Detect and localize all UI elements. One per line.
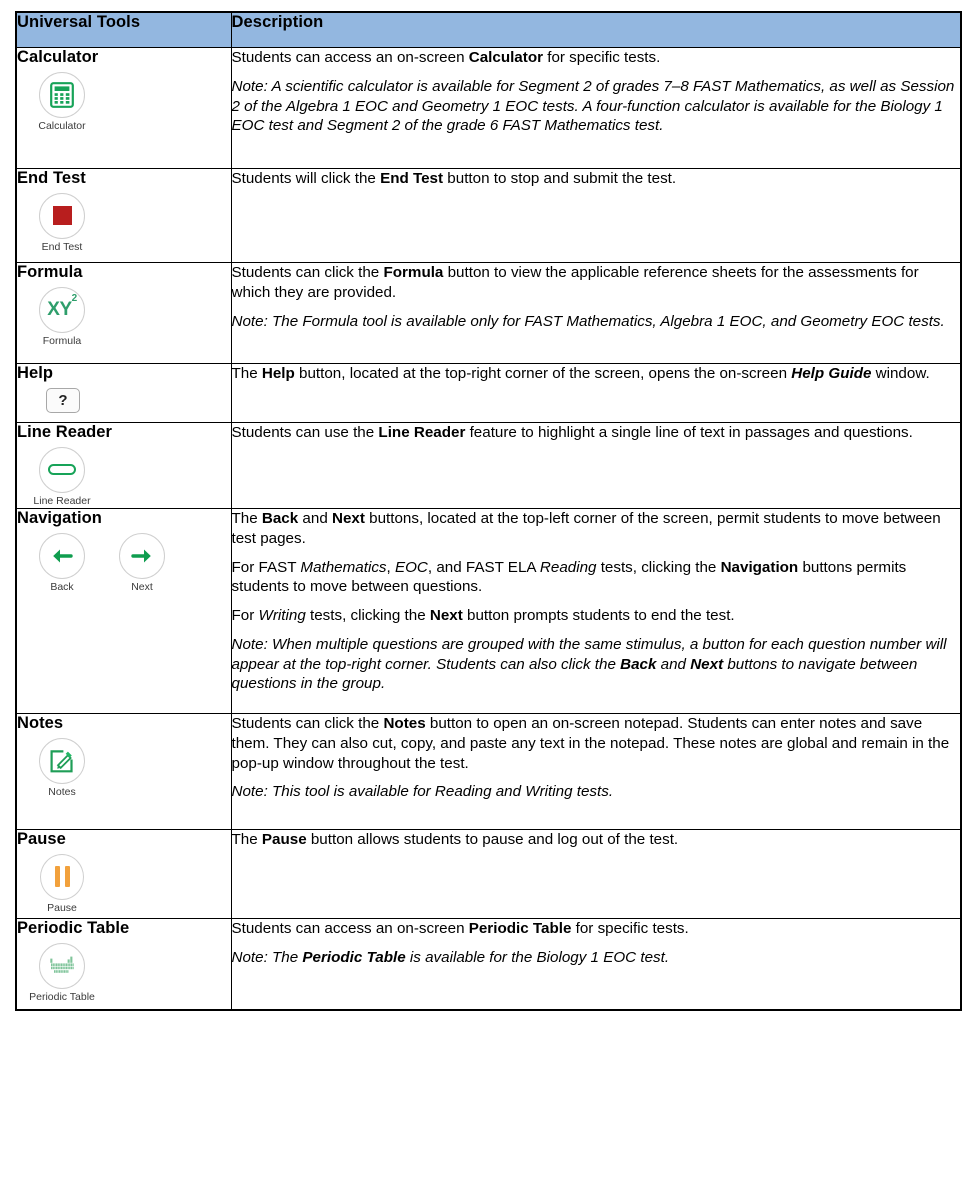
tool-cell — [16, 423, 231, 509]
tool-name: Help — [17, 364, 53, 382]
icon-block — [31, 72, 93, 133]
icon-caption: Pause — [47, 901, 77, 914]
tool-cell — [16, 263, 231, 364]
text-segment: Help — [261, 365, 295, 382]
header-row — [16, 12, 961, 48]
tool-icon-row — [17, 943, 231, 1004]
text-segment: Formula — [383, 264, 444, 281]
description-paragraph — [232, 423, 961, 443]
tool-cell — [16, 48, 231, 169]
description-cell — [231, 919, 961, 1011]
tool-icon-row — [17, 854, 231, 915]
icon-caption: Formula — [42, 334, 82, 347]
text-segment: Pause — [261, 831, 307, 848]
tool-name: Navigation — [17, 509, 102, 527]
description-paragraph — [232, 169, 961, 189]
description-cell — [231, 830, 961, 919]
tool-name: Line Reader — [17, 423, 112, 441]
text-segment: The — [231, 365, 262, 382]
icon-caption: Line Reader — [33, 494, 91, 507]
text-segment: For — [231, 607, 259, 624]
calculator-icon[interactable] — [39, 72, 85, 118]
text-segment: buttons permits students to move between questions. — [231, 558, 907, 596]
description-paragraph — [232, 364, 961, 384]
description-paragraph — [232, 830, 961, 850]
line-reader-pill — [48, 464, 76, 475]
description-paragraph — [232, 509, 961, 549]
text-segment: Note: This tool is available for Reading and Writing tests — [231, 783, 609, 801]
text-segment: Calculator — [468, 49, 544, 66]
text-segment: Back — [261, 510, 299, 527]
tool-name: End Test — [17, 169, 86, 187]
table-row — [16, 364, 961, 423]
description-paragraph — [232, 558, 961, 598]
text-segment: Note: A scientific calculator is available for Segment 2 of grades 7–8 FAST Mathematics, as well as Session 2 of the Algebra 1 EOC and Geometry 1 EOC tests. A four-function calculator is available for the Biology 1 EOC test and Segment 2 of the grade 6 FAST Mathematics test — [231, 77, 955, 135]
description-cell — [231, 423, 961, 509]
text-segment: Students can click the — [231, 715, 384, 732]
text-segment: button to view the applicable reference sheets for the assessments for which they are provided. — [231, 264, 919, 301]
table-header — [16, 12, 961, 48]
tool-icon-row — [17, 738, 231, 799]
arrow-left-icon[interactable] — [39, 533, 85, 579]
text-segment: Notes — [383, 715, 426, 732]
icon-caption: Periodic Table — [29, 990, 95, 1003]
text-segment: . — [659, 117, 664, 135]
icon-block — [111, 533, 173, 594]
tool-icon-row — [17, 72, 231, 133]
column-header-universal-tools: Universal Tools — [16, 12, 231, 48]
text-segment: buttons to navigate between questions in the group. — [231, 655, 918, 693]
description-paragraph — [232, 714, 961, 773]
text-segment: The — [231, 831, 262, 848]
text-segment: buttons, located at the top-left corner of the screen, permit students to move between test pages. — [231, 510, 941, 547]
tool-name: Formula — [17, 263, 83, 281]
table-row — [16, 48, 961, 169]
icon-caption: Next — [131, 580, 153, 593]
tool-name: Calculator — [17, 48, 99, 66]
text-segment: The — [231, 510, 262, 527]
text-segment: Line Reader — [378, 424, 466, 441]
icon-block — [31, 287, 93, 348]
text-segment: Students can access an on-screen — [231, 49, 469, 66]
text-segment: Navigation — [720, 558, 799, 576]
formula-xy-icon[interactable]: $XY^2$ — [39, 287, 85, 333]
table-row — [16, 509, 961, 714]
tool-name: Pause — [17, 830, 66, 848]
note-paragraph — [232, 312, 961, 332]
question-mark-icon[interactable]: ? — [46, 388, 80, 413]
text-segment: is available for the Biology 1 EOC test. — [405, 948, 670, 966]
text-segment: button allows students to pause and log out of the test. — [306, 831, 679, 848]
icon-block — [31, 388, 93, 413]
text-segment: tests, clicking the — [305, 607, 430, 624]
text-segment: feature to highlight a single line of text in passages and questions. — [465, 424, 913, 441]
text-segment: Next — [690, 655, 724, 673]
text-segment: Next — [331, 510, 365, 527]
text-segment: For FAST — [231, 558, 301, 576]
icon-block — [31, 943, 93, 1004]
table-row — [16, 263, 961, 364]
text-segment: for specific tests. — [571, 920, 689, 937]
table-body — [16, 48, 961, 1011]
text-segment: Periodic Table — [302, 948, 406, 966]
description-cell — [231, 48, 961, 169]
text-segment: button prompts students to end the test. — [462, 607, 735, 624]
tool-cell — [16, 830, 231, 919]
stop-square-shape — [53, 206, 72, 225]
tool-cell — [16, 509, 231, 714]
text-segment: tests, clicking the — [596, 558, 721, 576]
text-segment: EOC — [394, 558, 428, 576]
text-segment: and — [298, 510, 332, 527]
icon-caption: Back — [50, 580, 74, 593]
text-segment: Reading — [539, 558, 597, 576]
text-segment: , — [386, 558, 395, 576]
text-segment: , and FAST ELA — [427, 558, 540, 576]
line-reader-icon[interactable] — [39, 447, 85, 493]
text-segment: End Test — [380, 170, 444, 187]
table-row — [16, 423, 961, 509]
icon-caption: Notes — [48, 785, 76, 798]
text-segment: for specific tests. — [543, 49, 661, 66]
text-segment: Writing — [258, 607, 306, 624]
tool-icon-row — [17, 287, 231, 348]
description-paragraph — [232, 606, 961, 626]
text-segment: and — [656, 655, 691, 673]
note-paragraph — [232, 77, 961, 136]
text-segment: window. — [871, 365, 930, 382]
note-paragraph — [232, 782, 961, 802]
table-row — [16, 169, 961, 263]
text-segment: Note: When multiple questions are grouped with the same stimulus, a button for each question number will appear at the top-right corner. Students can also click the — [231, 635, 947, 673]
icon-block — [31, 447, 93, 508]
tool-cell — [16, 364, 231, 423]
text-segment: Students can click the — [231, 264, 384, 281]
pause-icon[interactable] — [40, 854, 84, 900]
description-paragraph — [232, 48, 961, 68]
note-paragraph — [232, 635, 961, 694]
icon-caption: Calculator — [38, 119, 86, 132]
tool-icon-row — [17, 388, 231, 413]
description-cell — [231, 364, 961, 423]
tool-cell — [16, 919, 231, 1011]
text-segment: button to stop and submit the test. — [443, 170, 677, 187]
text-segment: button, located at the top-right corner of the screen, opens the on-screen — [294, 365, 792, 382]
tool-icon-row — [17, 533, 231, 594]
description-cell — [231, 169, 961, 263]
description-cell — [231, 263, 961, 364]
text-segment: Help Guide — [791, 365, 872, 382]
text-segment: Students can use the — [231, 424, 379, 441]
table-row — [16, 830, 961, 919]
text-segment: Back — [620, 655, 657, 673]
stop-square-icon[interactable] — [39, 193, 85, 239]
table-row — [16, 919, 961, 1011]
icon-block — [31, 854, 93, 915]
note-paragraph — [232, 948, 961, 968]
text-segment: button to open an on-screen notepad. Students can enter notes and save them. They can also cut, copy, and paste any text in the notepad. These notes are global and remain in the pop-up window throughout the test. — [231, 715, 950, 772]
description-cell — [231, 714, 961, 830]
text-segment: Next — [429, 607, 463, 624]
universal-tools-table — [15, 11, 962, 1011]
tool-name: Periodic Table — [17, 919, 130, 937]
icon-block — [31, 533, 93, 594]
tool-icon-row — [17, 193, 231, 254]
description-paragraph — [232, 263, 961, 303]
description-cell — [231, 509, 961, 714]
text-segment: Students will click the — [231, 170, 381, 187]
text-segment: Note: The — [231, 948, 303, 966]
pause-bars-shape — [55, 866, 70, 887]
text-segment: . — [608, 783, 614, 801]
periodic-table-icon[interactable] — [39, 943, 85, 989]
text-segment: Note: The Formula tool is available only for FAST Mathematics, Algebra 1 EOC, and Geometry EOC tests. — [231, 312, 945, 330]
tool-cell — [16, 169, 231, 263]
description-paragraph — [232, 919, 961, 939]
table-row — [16, 714, 961, 830]
text-segment: Periodic Table — [468, 920, 572, 937]
tool-icon-row — [17, 447, 231, 508]
tool-cell — [16, 714, 231, 830]
arrow-right-icon[interactable] — [119, 533, 165, 579]
notes-pencil-icon[interactable] — [39, 738, 85, 784]
icon-block — [31, 738, 93, 799]
column-header-description: Description — [231, 12, 961, 48]
text-segment: Mathematics — [300, 558, 387, 576]
text-segment: Students can access an on-screen — [231, 920, 469, 937]
tool-name: Notes — [17, 714, 64, 732]
icon-block — [31, 193, 93, 254]
icon-caption: End Test — [41, 240, 83, 253]
